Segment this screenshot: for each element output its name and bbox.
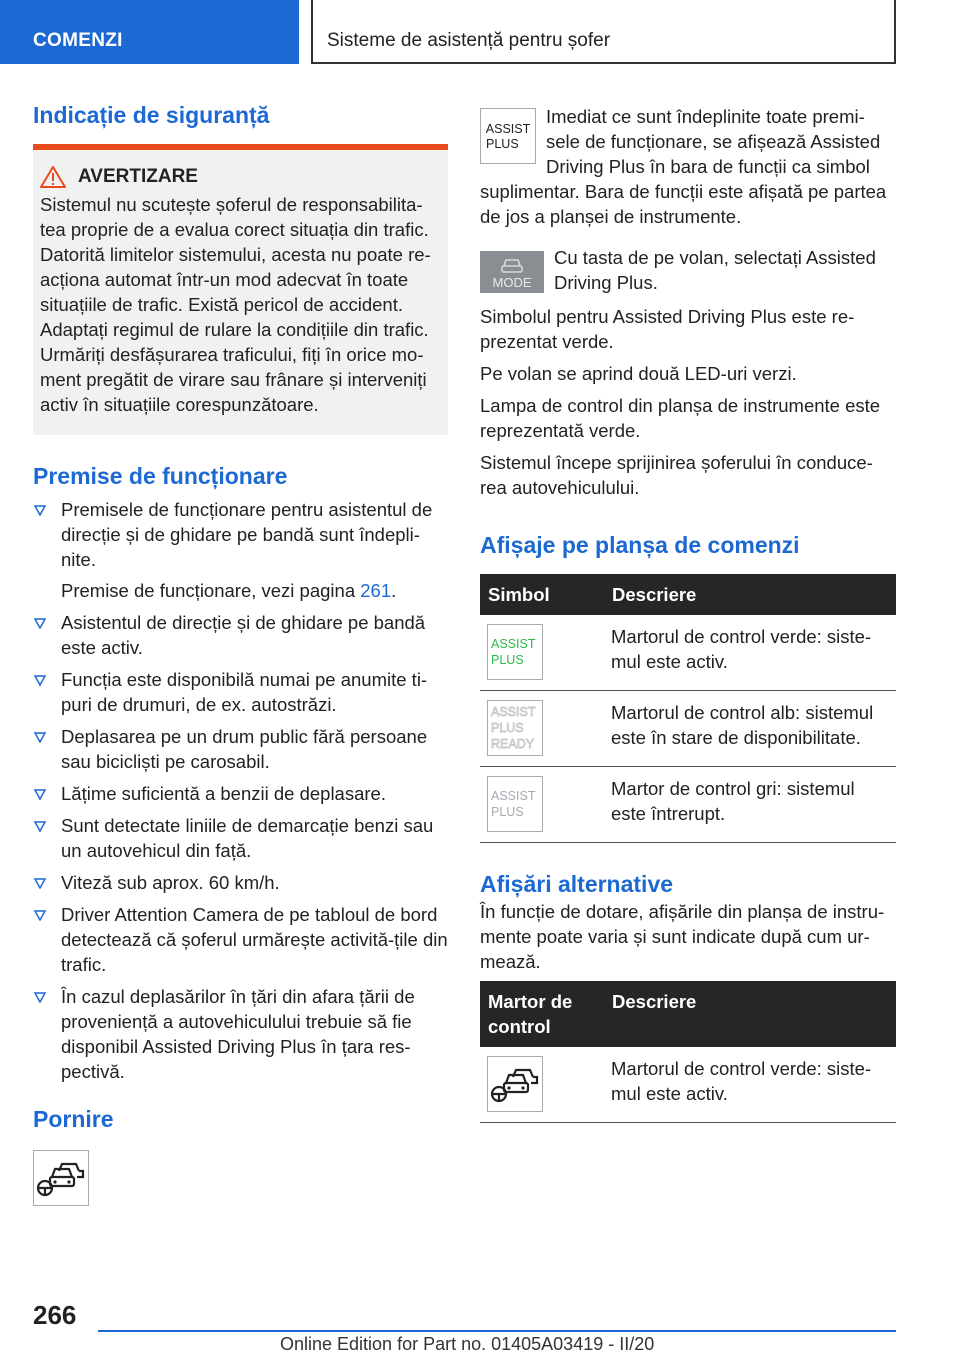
display-table xyxy=(480,574,896,843)
warning-label: AVERTIZARE xyxy=(78,166,198,187)
page-number: 266 xyxy=(33,1300,77,1330)
page-link[interactable]: 261 xyxy=(360,580,392,601)
triangle-bullet-icon xyxy=(34,992,46,1003)
list-item: Asistentul de direcție și de ghidare pe bandă este activ. xyxy=(33,610,448,660)
table-cell: Martor de control gri: sistemul este întrerupt. xyxy=(604,767,896,843)
assist-plus-ready-icon xyxy=(487,700,543,756)
list-item: Driver Attention Camera de pe tabloul de bord detectează că șoferul urmărește activită-țile din trafic. xyxy=(33,902,448,977)
svg-text:ASSIST: ASSIST xyxy=(485,122,531,136)
table-cell: Martorul de control alb: sistemul este în stare de disponibilitate. xyxy=(604,691,896,767)
warning-box xyxy=(33,144,448,435)
start-heading: Pornire xyxy=(33,1106,114,1132)
svg-text:MODE: MODE xyxy=(492,275,532,290)
list-item: Viteză sub aprox. 60 km/h. xyxy=(33,870,448,895)
list-item: Deplasarea pe un drum public fără persoane sau bicicliști pe carosabil. xyxy=(33,724,448,774)
section-header xyxy=(311,0,896,64)
premise-heading: Premise de funcționare xyxy=(33,463,288,489)
safety-heading: Indicație de siguranță xyxy=(33,102,270,128)
table-row xyxy=(480,691,896,767)
chapter-title: COMENZI xyxy=(33,30,123,51)
list-item: Premisele de funcționare pentru asistentul de direcție și de ghidare pe bandă sunt îndepli-nite. Premise de funcționare, vezi pagina 261. xyxy=(33,497,448,603)
paragraph: Lampa de control din planșa de instrumente este reprezentată verde. xyxy=(480,395,881,441)
warning-header xyxy=(40,164,440,189)
svg-text:PLUS: PLUS xyxy=(491,653,524,667)
triangle-bullet-icon xyxy=(34,821,46,832)
list-item: Sunt detectate liniile de demarcație benzi sau un autovehicul din față. xyxy=(33,813,448,863)
svg-text:PLUS: PLUS xyxy=(486,137,519,151)
table-cell: Martorul de control verde: siste-mul este activ. xyxy=(604,615,896,691)
table-row xyxy=(480,615,896,691)
triangle-bullet-icon xyxy=(34,618,46,629)
table-row xyxy=(480,1047,896,1123)
mode-paragraph: MODE Cu tasta de pe volan, selectați Assisted Driving Plus. xyxy=(480,245,896,297)
premise-list xyxy=(33,497,448,1084)
table-header-row xyxy=(480,574,896,615)
cars-steering-icon xyxy=(35,1157,87,1199)
triangle-bullet-icon xyxy=(34,675,46,686)
column-header: Martor de control xyxy=(480,981,604,1047)
svg-text:ASSIST: ASSIST xyxy=(491,705,536,719)
triangle-bullet-icon xyxy=(34,789,46,800)
column-header: Simbol xyxy=(480,574,604,615)
list-item: Lățime suficientă a benzii de deplasare. xyxy=(33,781,448,806)
edition-text: Online Edition for Part no. 01405A03419 - II/20 xyxy=(280,1334,655,1354)
list-item: În cazul deplasărilor în țări din afara țării de proveniență a autovehiculului trebuie să fie disponibil Assisted Driving Plus în țara res-pectivă. xyxy=(33,984,448,1084)
table-cell: Martorul de control verde: siste-mul este activ. xyxy=(604,1047,896,1123)
triangle-bullet-icon xyxy=(34,878,46,889)
column-header: Descriere xyxy=(604,981,896,1047)
svg-text:READY: READY xyxy=(491,737,535,751)
assisted-driving-icon xyxy=(33,1150,89,1206)
cars-steering-green-icon xyxy=(487,1056,543,1112)
assist-plus-green-icon xyxy=(487,624,543,680)
assist-plus-gray-icon xyxy=(487,776,543,832)
paragraph: Pe volan se aprind două LED-uri verzi. xyxy=(480,363,797,384)
display-heading: Afișaje pe planșa de comenzi xyxy=(480,532,800,558)
alt-table xyxy=(480,981,896,1123)
right-column xyxy=(480,104,896,1123)
triangle-bullet-icon xyxy=(34,910,46,921)
list-item: Funcția este disponibilă numai pe anumite ti-puri de drumuri, de ex. autostrăzi. xyxy=(33,667,448,717)
warning-text: Sistemul nu scutește șoferul de responsabilita-tea proprie de a evalua corect situația din trafic. Datorită limitelor sistemului, acesta nu poate re-acționa automat într-un mod adecvat în toate situațiile de trafic. Există pericol de accident. Adaptați regimul de rulare la condițiile din trafic. Urmăriți desfășurarea traficului, fiți în orice mo-ment pregătit de virare sau frânare și interveniți activ în situațiile corespunzătoare. xyxy=(40,194,431,415)
footer-divider xyxy=(98,1330,896,1332)
intro-paragraph: ASSIST PLUS Imediat ce sunt îndeplinite toate premi-sele de funcționare, se afișează Assisted Driving Plus în bara de funcții ca simbol suplimentar. Bara de funcții este afișată pe partea de jos a planșei de instrumente. xyxy=(480,106,887,227)
warning-triangle-icon xyxy=(40,166,66,188)
triangle-bullet-icon xyxy=(34,732,46,743)
mode-button-icon xyxy=(480,251,544,293)
chapter-tab xyxy=(0,0,299,64)
column-header: Descriere xyxy=(604,574,896,615)
paragraph: Simbolul pentru Assisted Driving Plus este re-prezentat verde. xyxy=(480,306,855,352)
page-reference: Premise de funcționare, vezi pagina 261. xyxy=(61,580,397,601)
svg-text:PLUS: PLUS xyxy=(491,721,524,735)
triangle-bullet-icon xyxy=(34,505,46,516)
alt-intro: În funcție de dotare, afișările din planșa de instru-mente poate varia și sunt indicate după cum ur-mează. xyxy=(480,901,885,972)
section-title: Sisteme de asistență pentru șofer xyxy=(327,30,611,51)
left-column xyxy=(33,100,448,1206)
table-row xyxy=(480,767,896,843)
alt-heading: Afișări alternative xyxy=(480,871,674,897)
table-header-row xyxy=(480,981,896,1047)
svg-text:ASSIST: ASSIST xyxy=(491,637,536,651)
svg-text:ASSIST: ASSIST xyxy=(491,789,536,803)
paragraph: Sistemul începe sprijinirea șoferului în conduce-rea autovehiculului. xyxy=(480,452,873,498)
assist-plus-icon xyxy=(480,108,536,164)
svg-text:PLUS: PLUS xyxy=(491,805,524,819)
